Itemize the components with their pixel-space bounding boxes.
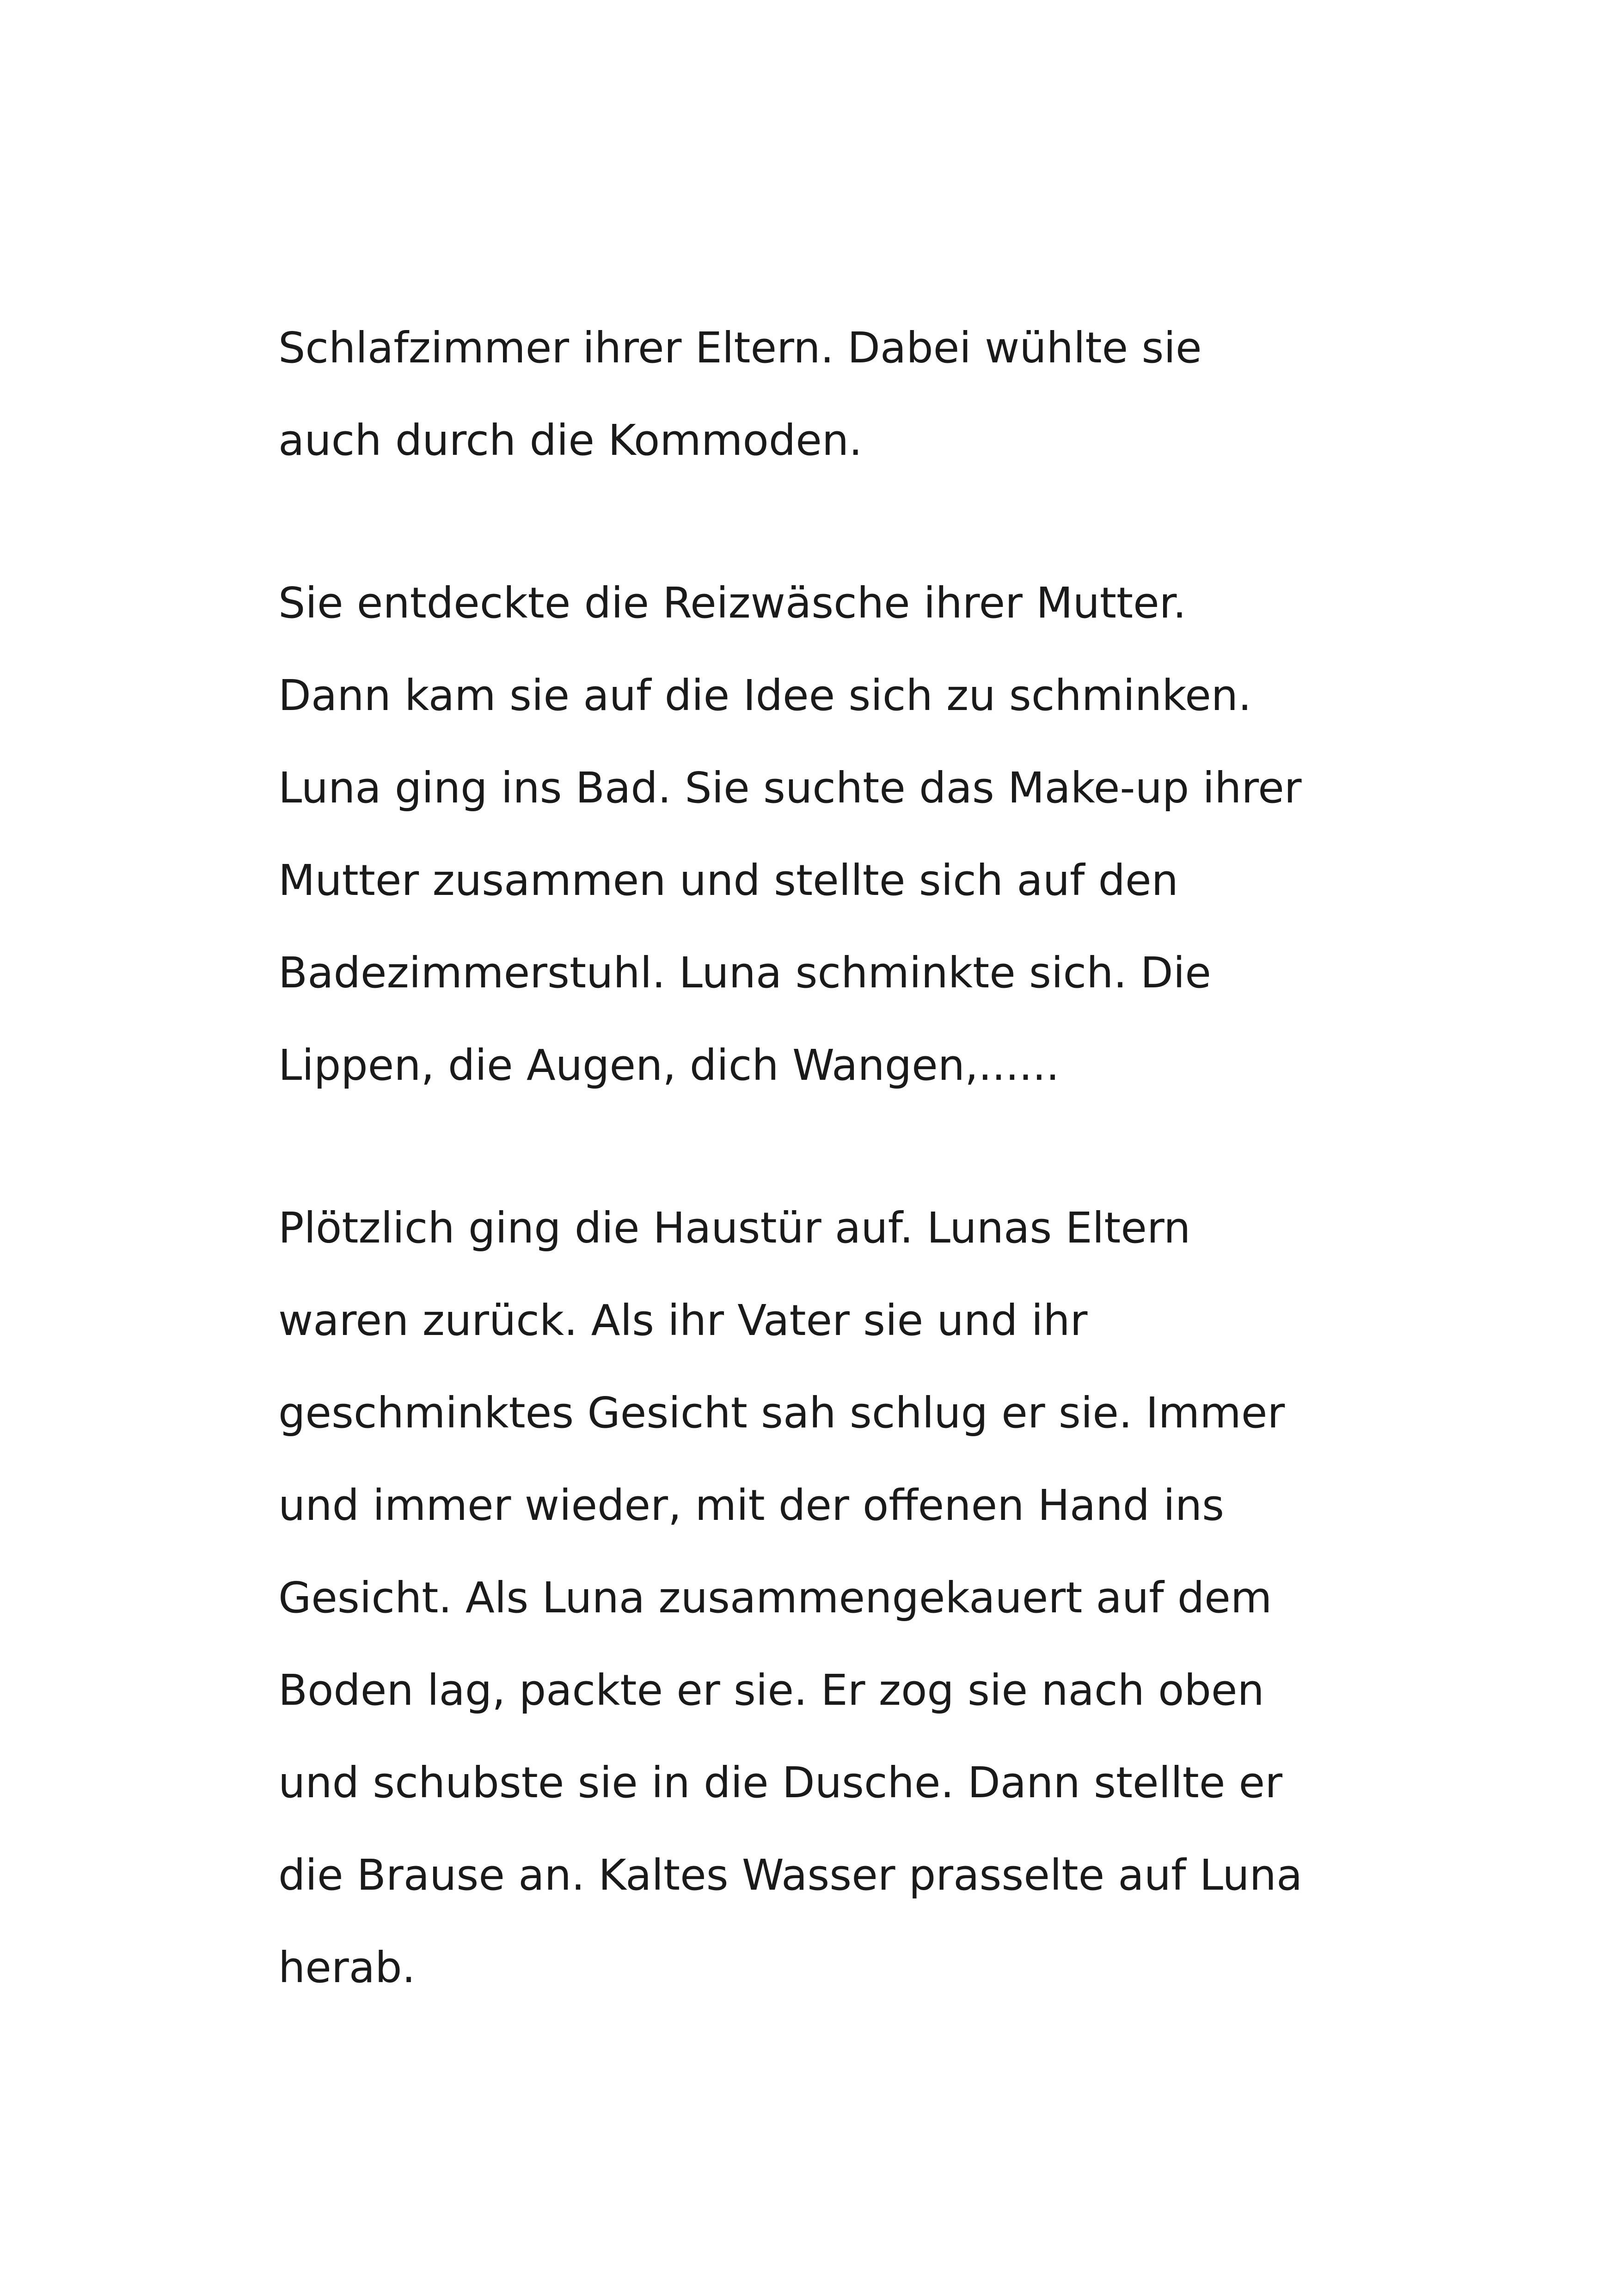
text-line: und immer wieder, mit der offenen Hand ins <box>278 1481 1225 1530</box>
text-line: die Brause an. Kaltes Wasser prasselte auf Luna <box>278 1850 1303 1900</box>
text-line: Mutter zusammen und stellte sich auf den <box>278 856 1178 905</box>
paragraph-3 <box>278 1182 1388 2014</box>
text-line: Dann kam sie auf die Idee sich zu schminken. <box>278 671 1252 720</box>
text-line: Sie entdeckte die Reizwäsche ihrer Mutter. <box>278 578 1187 628</box>
text-line: herab. <box>278 1943 416 1992</box>
paragraph-2 <box>278 557 1388 1112</box>
text-line: Boden lag, packte er sie. Er zog sie nach oben <box>278 1665 1264 1715</box>
text-line: Plötzlich ging die Haustür auf. Lunas Eltern <box>278 1203 1191 1253</box>
text-line: geschminktes Gesicht sah schlug er sie. Immer <box>278 1388 1285 1438</box>
text-line: Badezimmerstuhl. Luna schminkte sich. Die <box>278 948 1211 998</box>
paragraph-1 <box>278 302 1388 487</box>
text-line: Schlafzimmer ihrer Eltern. Dabei wühlte sie <box>278 323 1202 373</box>
text-line: waren zurück. Als ihr Vater sie und ihr <box>278 1296 1088 1345</box>
text-line: Lippen, die Augen, dich Wangen,...... <box>278 1041 1060 1090</box>
text-line: Gesicht. Als Luna zusammengekauert auf dem <box>278 1573 1272 1623</box>
text-line: Luna ging ins Bad. Sie suchte das Make-up ihrer <box>278 763 1302 813</box>
text-line: und schubste sie in die Dusche. Dann stellte er <box>278 1758 1283 1807</box>
text-line: auch durch die Kommoden. <box>278 416 863 465</box>
